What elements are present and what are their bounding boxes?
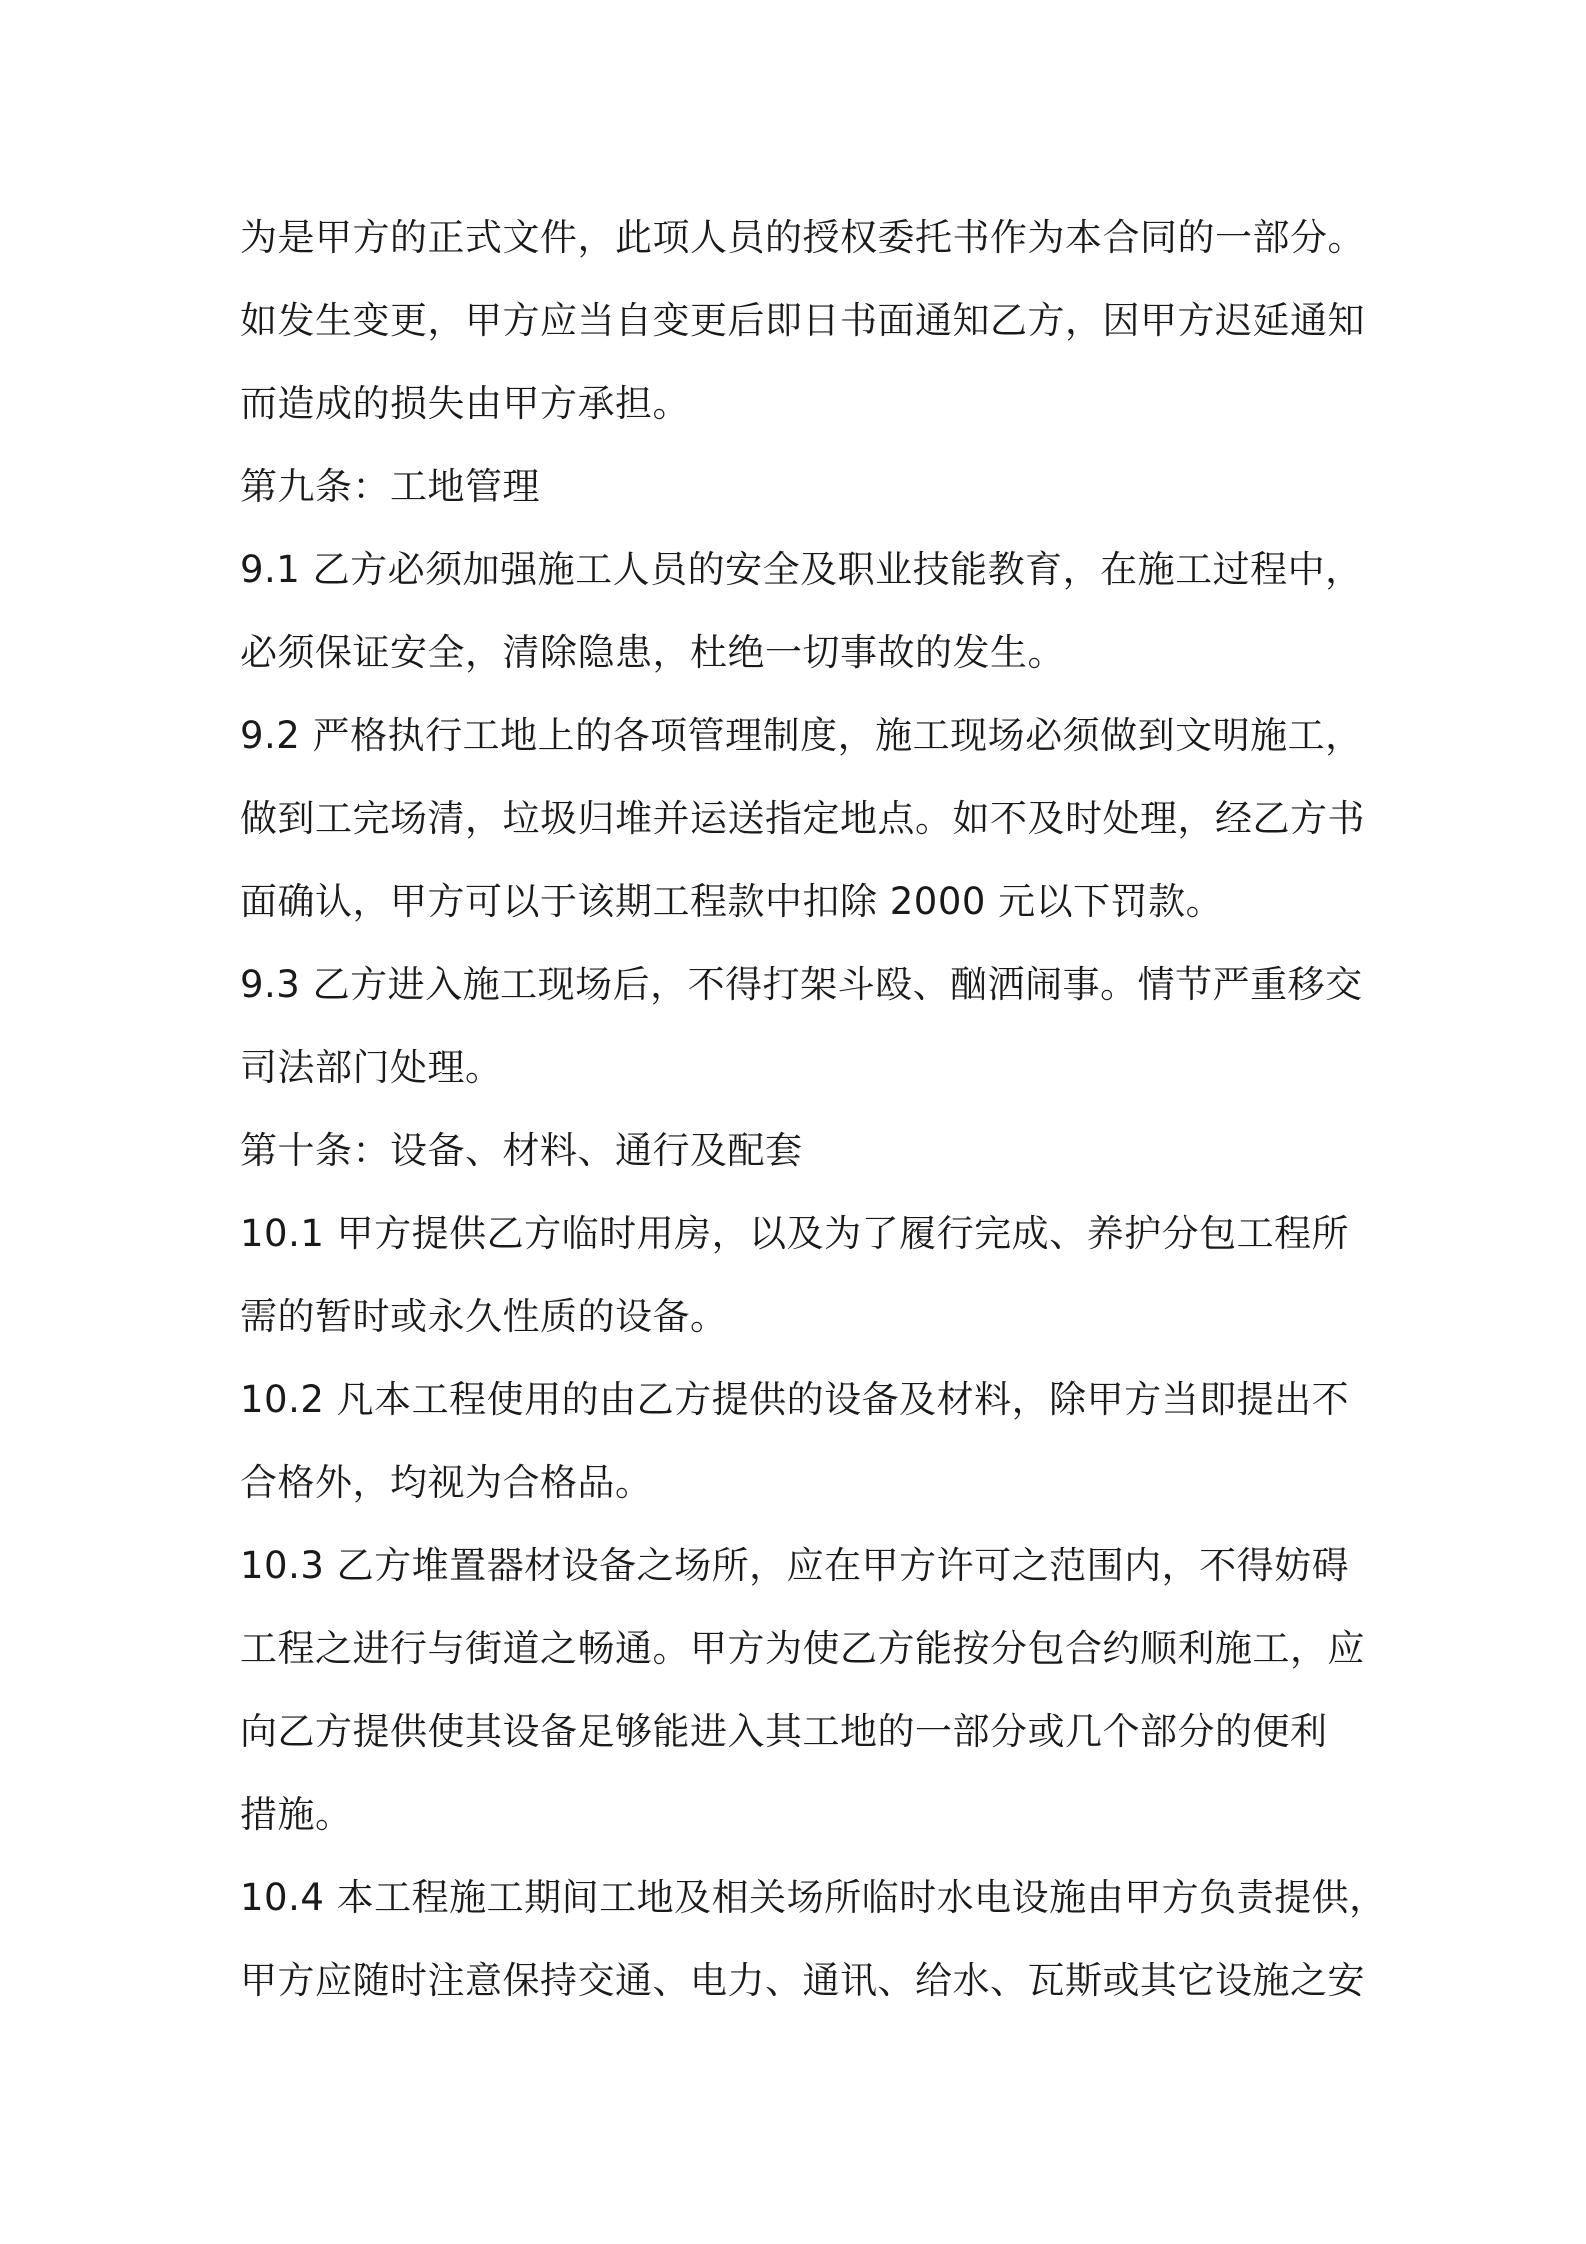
text-line-continuation: 为是甲方的正式文件，此项人员的授权委托书作为本合同的一部分。 [240, 216, 1365, 259]
text-line: 措施。 [240, 1793, 353, 1836]
text-line: 需的暂时或永久性质的设备。 [240, 1295, 728, 1338]
text-line: 工程之进行与街道之畅通。甲方为使乙方能按分包合约顺利施工，应 [240, 1627, 1365, 1670]
clause-10-1: 10.1 甲方提供乙方临时用房，以及为了履行完成、养护分包工程所 [240, 1212, 1350, 1255]
section-heading-article-9: 第九条：工地管理 [240, 465, 540, 508]
text-line: 如发生变更，甲方应当自变更后即日书面通知乙方，因甲方迟延通知 [240, 299, 1365, 342]
clause-9-1: 9.1 乙方必须加强施工人员的安全及职业技能教育，在施工过程中， [240, 548, 1363, 591]
clause-10-2: 10.2 凡本工程使用的由乙方提供的设备及材料，除甲方当即提出不 [240, 1378, 1350, 1421]
clause-10-4: 10.4 本工程施工期间工地及相关场所临时水电设施由甲方负责提供， [240, 1876, 1387, 1919]
clause-10-3: 10.3 乙方堆置器材设备之场所，应在甲方许可之范围内，不得妨碍 [240, 1544, 1350, 1587]
text-line: 做到工完场清，垃圾归堆并运送指定地点。如不及时处理，经乙方书 [240, 797, 1365, 840]
text-line: 而造成的损失由甲方承担。 [240, 382, 690, 425]
text-line: 必须保证安全，清除隐患，杜绝一切事故的发生。 [240, 631, 1065, 674]
text-line: 司法部门处理。 [240, 1046, 503, 1089]
clause-9-2: 9.2 严格执行工地上的各项管理制度，施工现场必须做到文明施工， [240, 714, 1363, 757]
text-line: 面确认，甲方可以于该期工程款中扣除 2000 元以下罚款。 [240, 880, 1224, 923]
contract-text [240, 196, 1387, 2022]
text-line: 合格外，均视为合格品。 [240, 1461, 653, 1504]
clause-9-3: 9.3 乙方进入施工现场后，不得打架斗殴、酗洒闹事。情节严重移交 [240, 963, 1363, 1006]
text-line: 向乙方提供使其设备足够能进入其工地的一部分或几个部分的便利 [240, 1710, 1328, 1753]
section-heading-article-10: 第十条：设备、材料、通行及配套 [240, 1129, 803, 1172]
text-line: 甲方应随时注意保持交通、电力、通讯、给水、瓦斯或其它设施之安 [240, 1959, 1365, 2002]
